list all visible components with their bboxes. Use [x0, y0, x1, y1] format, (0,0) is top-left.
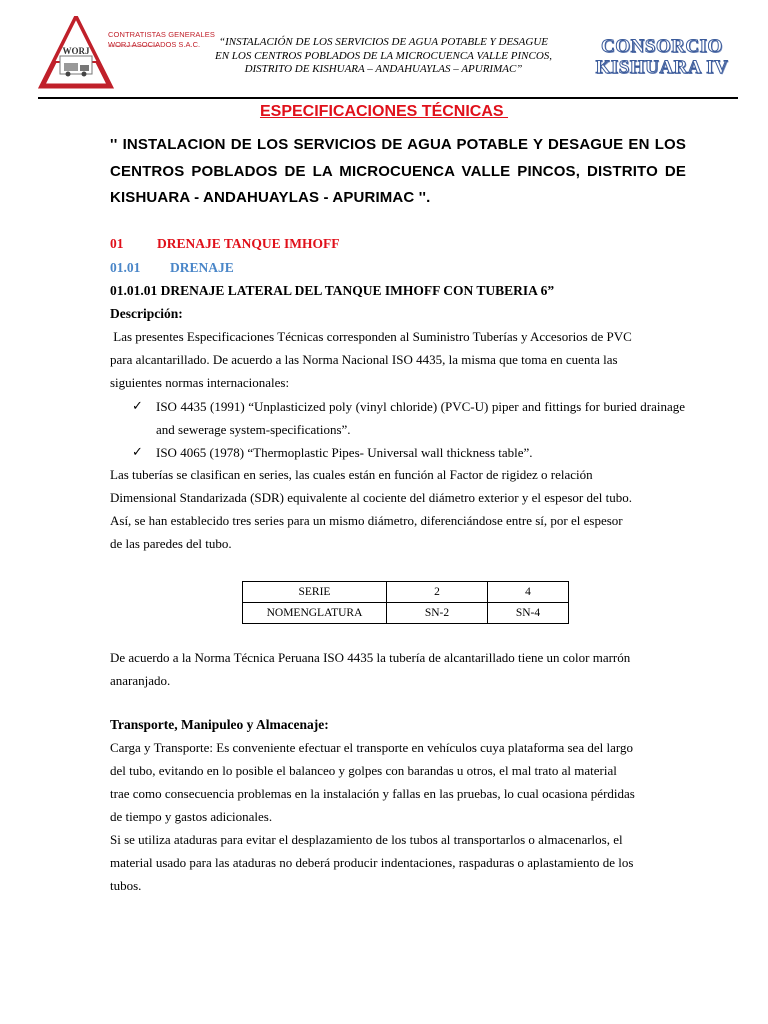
text-line: Carga y Transporte: Es conveniente efectuar el transporte en vehículos cuya plataforma sea del largo [110, 740, 633, 755]
text-line: De acuerdo a la Norma Técnica Peruana ISO 4435 la tubería de alcantarillado tiene un color marrón [110, 650, 631, 665]
header-project-line: DISTRITO DE KISHUARA – ANDAHUAYLAS – APURIMAC” [244, 63, 523, 75]
consorcio-line1: CONSORCIO [601, 36, 723, 57]
logo-graphic [38, 16, 200, 90]
text-line: anaranjado. [110, 673, 171, 688]
checkmark-icon: ✓ [132, 399, 143, 414]
section-label: DRENAJE TANQUE IMHOFF [157, 236, 340, 251]
table-cell: NOMENGLATURA [243, 603, 387, 624]
section-heading-01 [110, 236, 340, 252]
transport-heading: Transporte, Manipuleo y Almacenaje: [110, 717, 329, 732]
table-cell: SERIE [243, 582, 387, 603]
consorcio-logo [592, 36, 732, 78]
table-cell: SN-2 [387, 603, 488, 624]
text-line: Si se utiliza ataduras para evitar el desplazamiento de los tubos al transportarlos o almacenarlos, el [110, 832, 623, 847]
intro-paragraph [110, 325, 684, 394]
page-header [0, 0, 768, 100]
table-cell: SN-4 [488, 603, 569, 624]
checkmark-icon: ✓ [132, 445, 143, 460]
checklist-text: ISO 4065 (1978) “Thermoplastic Pipes- Universal wall thickness table”. [156, 445, 533, 460]
transport-paragraph [110, 736, 684, 897]
descripcion-heading: Descripción: [110, 306, 183, 321]
text-line: Así, se han establecido tres series para un mismo diámetro, diferenciándose entre sí, por el espesor [110, 513, 623, 528]
document-title: ESPECIFICACIONES TÉCNICAS [259, 103, 509, 120]
svg-text:WORJ: WORJ [62, 46, 90, 56]
section-number: 01 [110, 236, 124, 251]
table-cell: 2 [387, 582, 488, 603]
series-paragraph [110, 463, 684, 555]
project-title: '' INSTALACION DE LOS SERVICIOS DE AGUA POTABLE Y DESAGUE EN LOS CENTROS POBLADOS DE LA MICROCUENCA VALLE PINCOS, DISTRITO DE KISHUARA - ANDAHUAYLAS - APURIMAC ''. [110, 136, 686, 206]
color-paragraph [110, 646, 684, 692]
header-project-title [206, 36, 561, 77]
text-line: Las presentes Especificaciones Técnicas corresponden al Suministro Tuberías y Accesorios de PVC [110, 329, 632, 344]
table-row [243, 582, 569, 603]
section-number: 01.01 [110, 260, 141, 275]
text-line: de las paredes del tubo. [110, 536, 232, 551]
text-line: trae como consecuencia problemas en la instalación y fallas en las pruebas, lo cual ocasiona pérdidas [110, 786, 635, 801]
series-table [242, 581, 569, 624]
table-cell: 4 [488, 582, 569, 603]
company-name-line1: CONTRATISTAS GENERALES [108, 30, 215, 39]
text-line: para alcantarillado. De acuerdo a las Norma Nacional ISO 4435, la misma que toma en cuenta las [110, 352, 618, 367]
section-heading-01-01-01: 01.01.01 DRENAJE LATERAL DEL TANQUE IMHOFF CON TUBERIA 6” [110, 283, 555, 298]
table-row [243, 603, 569, 624]
section-label: DRENAJE [170, 260, 234, 275]
text-line: siguientes normas internacionales: [110, 375, 290, 390]
header-project-line: EN LOS CENTROS POBLADOS DE LA MICROCUENCA VALLE PINCOS, [214, 49, 553, 62]
text-line: del tubo, evitando en lo posible el balanceo y golpes con barandas u otros, el mal trato al material [110, 763, 617, 778]
company-name-line2: WORJ ASOCIADOS S.A.C. [108, 40, 201, 49]
text-line: Dimensional Standarizada (SDR) equivalente al cociente del diámetro exterior y el espesor del tubo. [110, 490, 632, 505]
checklist-text: ISO 4435 (1991) “Unplasticized poly (vinyl chloride) (PVC-U) piper and fittings for buried drainage and sewerage system-specifications”. [156, 399, 685, 437]
text-line: material usado para las ataduras no deberá producir indentaciones, raspaduras o aplastamiento de los [110, 855, 634, 870]
text-line: tubos. [110, 878, 142, 893]
header-divider [38, 97, 738, 99]
svg-text:CONSTRUCTORA EL MEJOR: CONSTRUCTORA EL MEJOR [54, 85, 102, 90]
consorcio-line2: KISHUARA IV [595, 57, 729, 78]
header-project-line: “INSTALACIÓN DE LOS SERVICIOS DE AGUA POTABLE Y DESAGUE [219, 36, 548, 48]
text-line: Las tuberías se clasifican en series, las cuales están en función al Factor de rigidez o relación [110, 467, 593, 482]
section-heading-01-01 [110, 260, 234, 276]
company-logo [38, 16, 200, 90]
text-line: de tiempo y gastos adicionales. [110, 809, 273, 824]
